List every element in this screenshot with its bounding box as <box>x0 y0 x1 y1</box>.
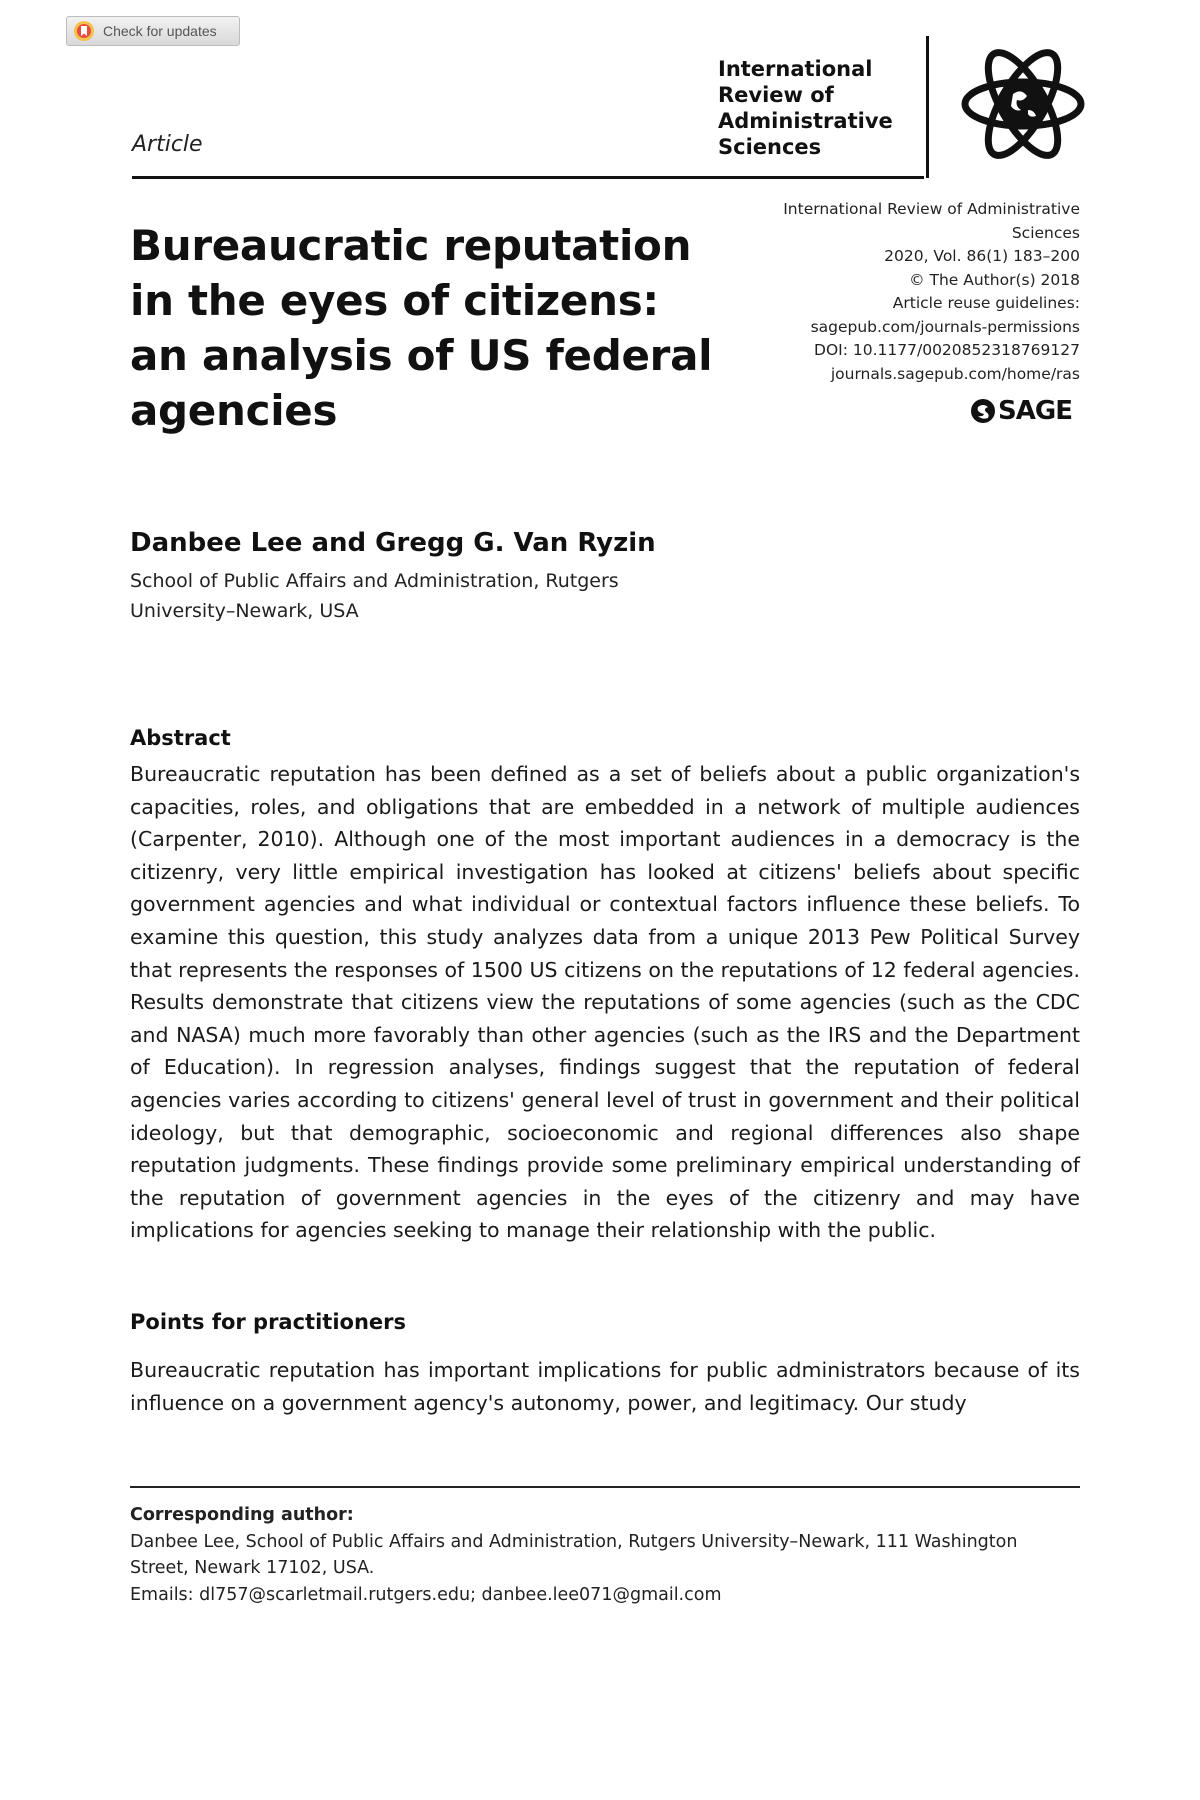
abstract-heading: Abstract <box>130 726 231 750</box>
article-title: Bureaucratic reputation in the eyes of citizens: an analysis of US federal agencies <box>130 221 713 435</box>
abstract-body: Bureaucratic reputation has been defined as a set of beliefs about a public organization's capacities, roles, and obligations that are embedded in a network of multiple audiences (Carpenter, 2010). Although one of the most important audiences in a democracy is the citizenry, very little empirical investigation has looked at citizens' beliefs about specific government agencies and what individual or contextual factors influence these beliefs. To examine this question, this study analyzes data from a unique 2013 Pew Political Survey that represents the responses of 1500 US citizens on the reputations of 12 federal agencies. Results demonstrate that citizens view the reputations of some agencies (such as the CDC and NASA) much more favorably than other agencies (such as the IRS and the Department of Education). In regression analyses, findings suggest that the reputation of federal agencies varies according to citizens' general level of trust in government and their political ideology, but that demographic, socioeconomic and regional differences also shape reputation judgments. These findings provide some preliminary empirical understanding of the reputation of government agencies in the eyes of the citizenry and may have implications for agencies seeking to manage their relationship with the public. <box>130 762 1080 1243</box>
sage-publisher-logo <box>970 394 1080 428</box>
meta-journal-line: International Review of Administrative <box>783 200 1080 218</box>
journal-name-line: International <box>718 57 873 81</box>
meta-doi[interactable]: DOI: 10.1177/0020852318769127 <box>814 341 1080 359</box>
authors: Danbee Lee and Gregg G. Van Ryzin <box>130 528 656 558</box>
publication-meta <box>700 198 1080 386</box>
footnote-divider <box>130 1486 1080 1488</box>
meta-journal-link[interactable]: journals.sagepub.com/home/ras <box>830 364 1080 383</box>
journal-atom-logo-icon <box>958 36 1088 166</box>
journal-name <box>718 56 928 160</box>
corresponding-author-emails[interactable]: Emails: dl757@scarletmail.rutgers.edu; danbee.lee071@gmail.com <box>130 1584 722 1605</box>
meta-copyright: © The Author(s) 2018 <box>909 270 1080 289</box>
meta-journal-line: Sciences <box>1011 223 1080 242</box>
header-vertical-divider <box>926 36 929 178</box>
meta-reuse-label: Article reuse guidelines: <box>892 294 1080 312</box>
sage-wordmark: SAGE <box>998 396 1072 426</box>
journal-name-line: Administrative <box>718 109 893 133</box>
practitioners-body: Bureaucratic reputation has important implications for public administrators because of its influence on a government agency's autonomy, power, and legitimacy. Our study <box>130 1358 1080 1415</box>
corresponding-author-address: Danbee Lee, School of Public Affairs and Administration, Rutgers University–Newark, 111 Washington Street, Newark 17102, USA. <box>130 1531 1018 1578</box>
article-type-label: Article <box>132 132 203 157</box>
sage-swirl-icon <box>970 398 996 424</box>
affiliation: School of Public Affairs and Administration, Rutgers University–Newark, USA <box>130 570 619 622</box>
corresponding-author-label: Corresponding author: <box>130 1505 354 1525</box>
journal-name-line: Sciences <box>718 135 822 159</box>
practitioners-heading: Points for practitioners <box>130 1310 407 1334</box>
bookmark-icon <box>73 20 95 42</box>
corresponding-author-footnote <box>130 1502 1080 1608</box>
header-divider <box>132 176 924 179</box>
journal-name-line: Review of <box>718 83 834 107</box>
meta-volume: 2020, Vol. 86(1) 183–200 <box>884 247 1080 265</box>
check-for-updates-button[interactable] <box>66 16 240 46</box>
check-for-updates-label: Check for updates <box>103 23 217 39</box>
meta-permissions-link[interactable]: sagepub.com/journals-permissions <box>810 317 1080 336</box>
